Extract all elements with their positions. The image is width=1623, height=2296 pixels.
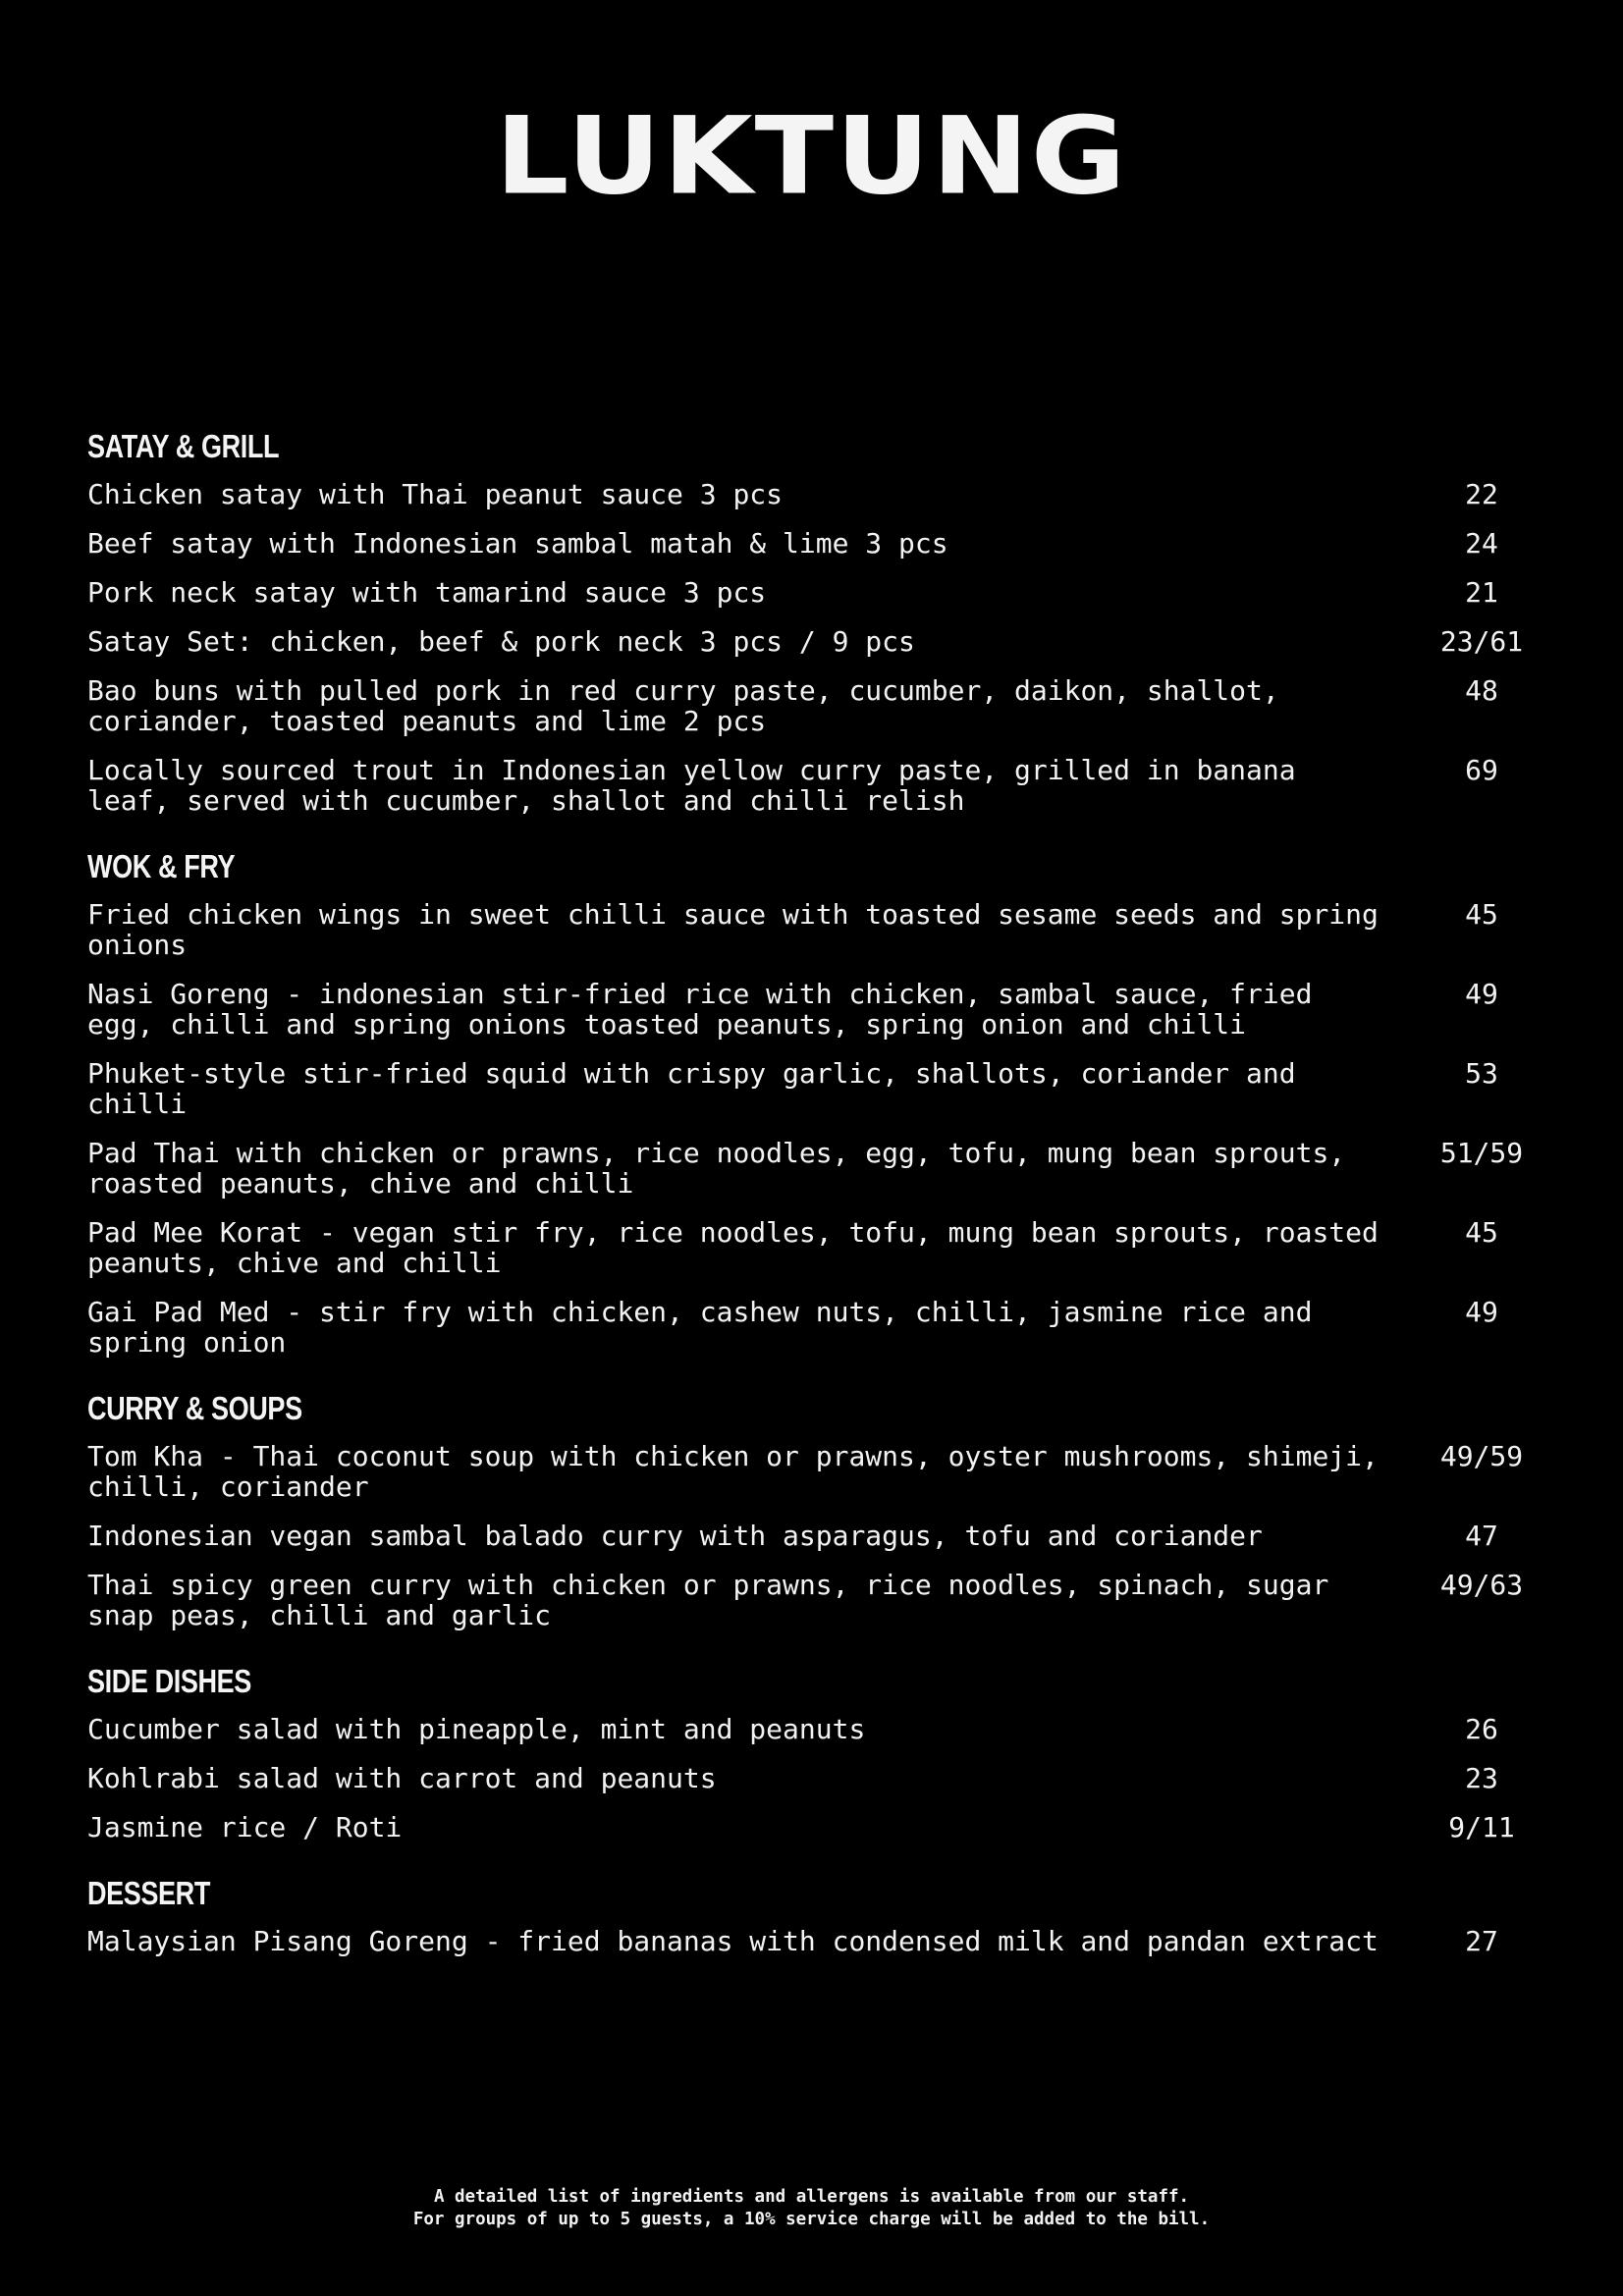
- menu-item: [87, 1812, 1541, 1842]
- menu-item-name: Gai Pad Med - stir fry with chicken, cashew nuts, chilli, jasmine rice and spring onion: [87, 1296, 1313, 1359]
- footer-note: [0, 2186, 1623, 2231]
- menu-item-price: 24: [1465, 527, 1498, 560]
- menu-item-name: Cucumber salad with pineapple, mint and peanuts: [87, 1713, 866, 1745]
- menu-item-price: 51/59: [1439, 1137, 1524, 1169]
- menu-item-price: 23: [1465, 1762, 1498, 1794]
- brand-logo: LUKTUNG: [495, 93, 1128, 219]
- menu-item: [87, 577, 1541, 608]
- section-title: CURRY & SOUPS: [87, 1390, 302, 1426]
- menu-item: [87, 1714, 1541, 1744]
- section-title: SIDE DISHES: [87, 1663, 251, 1699]
- menu-item: [87, 626, 1541, 657]
- menu-item-price: 49/59: [1439, 1440, 1524, 1472]
- section-title: SATAY & GRILL: [87, 428, 280, 464]
- menu-item-name: Kohlrabi salad with carrot and peanuts: [87, 1762, 717, 1794]
- menu-item: [87, 1570, 1541, 1630]
- menu-item-price: 21: [1465, 576, 1498, 609]
- menu-item-price: 45: [1465, 898, 1498, 931]
- menu-item-name: Locally sourced trout in Indonesian yellow curry paste, grilled in banana leaf, served with cucumber, shallot and chilli relish: [87, 754, 1296, 817]
- menu-item: [87, 1926, 1541, 1956]
- menu-item-name: Phuket-style stir-fried squid with crispy garlic, shallots, coriander and chilli: [87, 1057, 1296, 1120]
- menu-item: [87, 1217, 1541, 1278]
- section-wok-fry: [87, 850, 1541, 1358]
- menu: [87, 430, 1541, 1991]
- section-curry-soups: [87, 1392, 1541, 1630]
- section-title: WOK & FRY: [87, 848, 236, 884]
- menu-item-price: 49: [1465, 1296, 1498, 1328]
- section-side-dishes: [87, 1665, 1541, 1842]
- menu-item-name: Nasi Goreng - indonesian stir-fried rice with chicken, sambal sauce, fried egg, chilli and spring onions toasted peanuts, spring onion and chilli: [87, 978, 1313, 1041]
- section-dessert: [87, 1877, 1541, 1956]
- menu-item-name: Pad Mee Korat - vegan stir fry, rice noodles, tofu, mung bean sprouts, roasted peanuts, chive and chilli: [87, 1216, 1379, 1279]
- menu-item: [87, 479, 1541, 509]
- menu-item-name: Satay Set: chicken, beef & pork neck 3 pcs / 9 pcs: [87, 625, 915, 658]
- menu-item: [87, 1441, 1541, 1502]
- menu-item: [87, 979, 1541, 1040]
- menu-item: [87, 1138, 1541, 1199]
- menu-item-name: Pork neck satay with tamarind sauce 3 pcs: [87, 576, 767, 609]
- menu-item-name: Jasmine rice / Roti: [87, 1811, 403, 1843]
- section-satay-grill: [87, 430, 1541, 816]
- menu-item-price: 49: [1465, 978, 1498, 1010]
- menu-item: [87, 528, 1541, 559]
- menu-item-name: Indonesian vegan sambal balado curry with asparagus, tofu and coriander: [87, 1520, 1263, 1552]
- menu-item-name: Chicken satay with Thai peanut sauce 3 pcs: [87, 478, 784, 510]
- menu-item: [87, 675, 1541, 736]
- menu-item-price: 23/61: [1439, 625, 1524, 658]
- menu-item: [87, 899, 1541, 960]
- menu-item-name: Tom Kha - Thai coconut soup with chicken or prawns, oyster mushrooms, shimeji, chilli, coriander: [87, 1440, 1379, 1503]
- menu-item-price: 45: [1465, 1216, 1498, 1249]
- menu-item-name: Malaysian Pisang Goreng - fried bananas with condensed milk and pandan extract: [87, 1925, 1379, 1957]
- menu-item-price: 22: [1465, 478, 1498, 510]
- section-title: DESSERT: [87, 1875, 210, 1911]
- menu-item-price: 26: [1465, 1713, 1498, 1745]
- menu-item: [87, 1297, 1541, 1358]
- menu-item-price: 47: [1465, 1520, 1498, 1552]
- footer-line-allergens: A detailed list of ingredients and allergens is available from our staff.: [433, 2187, 1190, 2207]
- menu-item-price: 48: [1465, 674, 1498, 707]
- menu-item-price: 53: [1465, 1057, 1498, 1090]
- menu-item: [87, 1058, 1541, 1119]
- menu-item-name: Bao buns with pulled pork in red curry paste, cucumber, daikon, shallot, coriander, toasted peanuts and lime 2 pcs: [87, 674, 1279, 737]
- menu-item: [87, 1763, 1541, 1793]
- menu-item-price: 27: [1465, 1925, 1498, 1957]
- menu-item-price: 49/63: [1439, 1569, 1524, 1601]
- menu-item-name: Fried chicken wings in sweet chilli sauce with toasted sesame seeds and spring onions: [87, 898, 1379, 961]
- menu-item: [87, 755, 1541, 816]
- footer-line-service-charge: For groups of up to 5 guests, a 10% service charge will be added to the bill.: [412, 2210, 1211, 2229]
- menu-item: [87, 1521, 1541, 1551]
- menu-item-name: Thai spicy green curry with chicken or prawns, rice noodles, spinach, sugar snap peas, chilli and garlic: [87, 1569, 1329, 1631]
- menu-item-price: 69: [1465, 754, 1498, 786]
- menu-item-price: 9/11: [1448, 1811, 1515, 1843]
- menu-item-name: Beef satay with Indonesian sambal matah & lime 3 pcs: [87, 527, 948, 560]
- menu-item-name: Pad Thai with chicken or prawns, rice noodles, egg, tofu, mung bean sprouts, roasted peanuts, chive and chilli: [87, 1137, 1346, 1200]
